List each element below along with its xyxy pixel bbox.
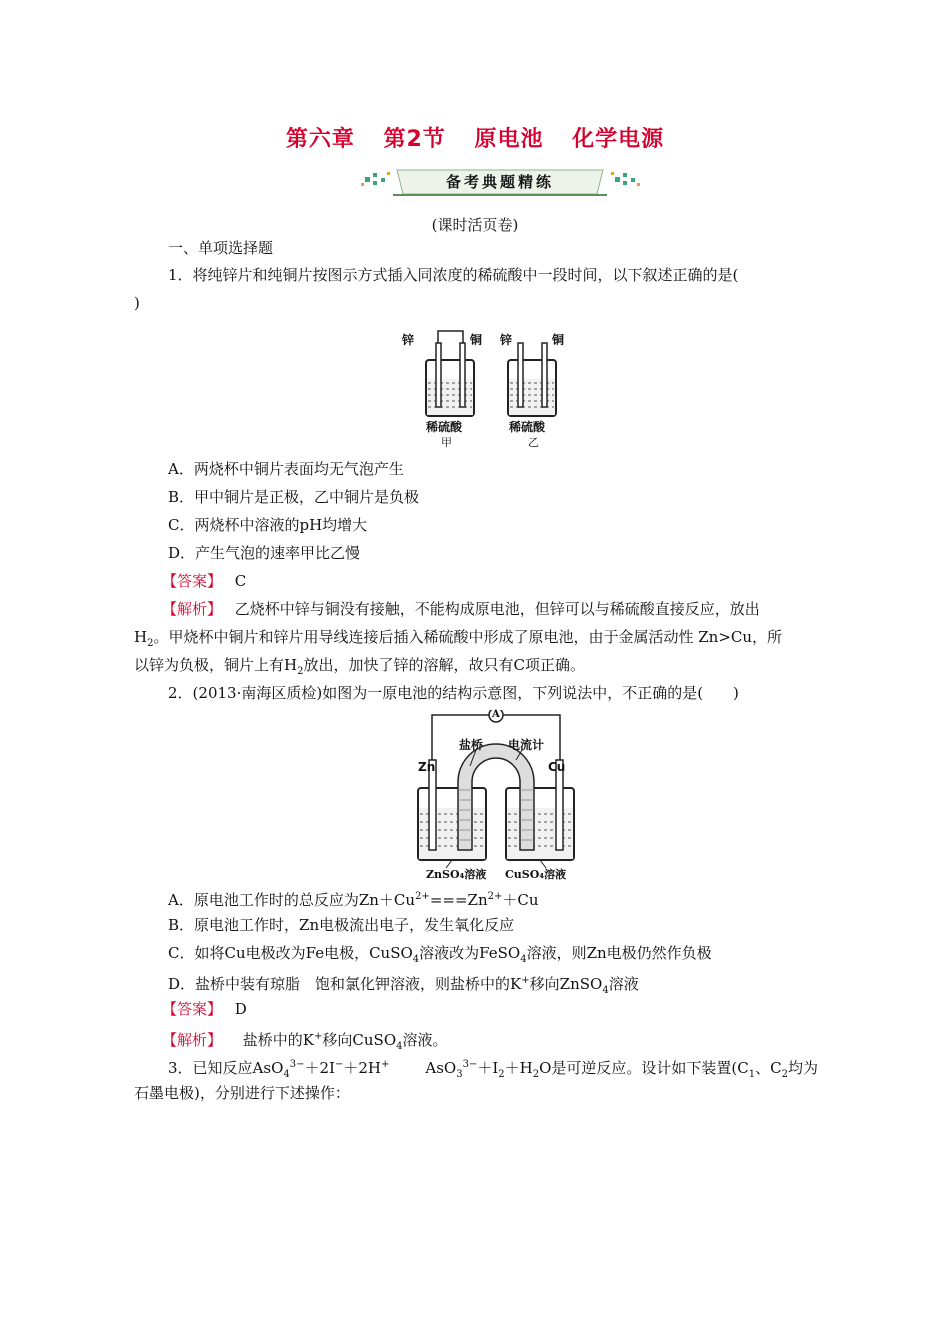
q1-option-c: C．两烧杯中溶液的pH均增大 xyxy=(168,516,368,534)
q1-analysis-line3: 以锌为负极，铜片上有$H_2$放出，加快了锌的溶解，故只有C项正确。 xyxy=(134,656,585,677)
q3-stem-line2: 石墨电极)，分别进行下述操作： xyxy=(134,1084,350,1102)
q1-option-d: D．产生气泡的速率甲比乙慢 xyxy=(168,544,361,562)
q1-fig-acid-right: 稀硫酸 xyxy=(509,420,546,434)
q2-answer-tag: 【答案】 xyxy=(162,1000,223,1018)
page-title xyxy=(0,122,950,153)
q1-analysis-tag: 【解析】 xyxy=(162,600,223,618)
q1-answer-value: C xyxy=(234,572,247,590)
q1-analysis-line2: $H_2$。甲烧杯中铜片和锌片用导线连接后插入稀硫酸中形成了原电池，由于金属活动性 Zn>Cu，所 xyxy=(134,628,783,649)
topic-1: 原电池 xyxy=(474,127,544,152)
q2-fig-cu: Cu xyxy=(548,760,566,774)
q3-stem-line1: 3．已知反应AsO$_4^{3-}$＋2I−＋2H+ $AsO_3^{3-}+I_2+H_2O$是可逆反应。设计如下装置($C_1$、$C_2$均为 xyxy=(168,1059,819,1080)
q2-fig-right-solution: CuSO₄溶液 xyxy=(505,868,567,881)
q1-answer-tag: 【答案】 xyxy=(162,572,223,590)
q1-fig-cu-left: 铜 xyxy=(470,333,483,347)
q1-fig-cu-right: 铜 xyxy=(552,333,565,347)
q2-fig-salt-bridge: 盐桥 xyxy=(459,738,484,752)
q2-fig-zn: Zn xyxy=(418,760,436,774)
q2-option-a: A．原电池工作时的总反应为$Zn+Cu^{2+}===Zn^{2+}+Cu$ xyxy=(168,891,539,909)
q2-analysis: 【解析】 盐桥中的K+移向CuSO$_4$溶液。 xyxy=(162,1031,448,1052)
q1-answer xyxy=(162,570,852,592)
chapter-label: 第六章 xyxy=(285,127,355,152)
q2-stem: 2．(2013·南海区质检)如图为一原电池的结构示意图，下列说法中，不正确的是( ) xyxy=(168,684,739,702)
q2-fig-left-solution: ZnSO₄溶液 xyxy=(426,868,487,881)
q2-fig-meter: 电流计 xyxy=(508,738,545,752)
q1-fig-jia: 甲 xyxy=(441,436,452,449)
q2-option-d: D．盐桥中装有琼脂 饱和氯化钾溶液，则盐桥中的K+移向ZnSO$_4$溶液 xyxy=(168,975,639,996)
part-heading: 一、单项选择题 xyxy=(168,239,274,257)
topic-2: 化学电源 xyxy=(572,127,665,152)
q1-fig-acid-left: 稀硫酸 xyxy=(426,420,463,434)
q1-option-a: A．两烧杯中铜片表面均无气泡产生 xyxy=(168,460,404,478)
banner-label: 备考典题精练 xyxy=(445,173,554,191)
q1-stem-end: ) xyxy=(134,294,140,312)
subtitle: (课时活页卷) xyxy=(431,216,519,234)
q2-option-b: B．原电池工作时，Zn电极流出电子，发生氧化反应 xyxy=(168,916,515,934)
q2-answer xyxy=(162,998,852,1020)
q1-analysis-line1: 【解析】 乙烧杯中锌与铜没有接触，不能构成原电池，但锌可以与稀硫酸直接反应，放出 xyxy=(162,600,760,618)
q2-option-c: C．如将Cu电极改为Fe电极，CuSO$_4$溶液改为FeSO$_4$溶液，则Zn电极仍然作负极 xyxy=(168,944,712,965)
q2-fig-ammeter-label: A xyxy=(492,709,500,720)
q2-answer-value: D xyxy=(234,1000,247,1018)
q1-option-b: B．甲中铜片是正极，乙中铜片是负极 xyxy=(168,488,420,506)
q1-fig-zn-right: 锌 xyxy=(500,333,513,347)
q1-fig-yi: 乙 xyxy=(528,436,539,449)
q2-analysis-tag: 【解析】 xyxy=(162,1031,223,1049)
section-label: 第2节 xyxy=(383,127,446,152)
q1-stem: 1．将纯锌片和纯铜片按图示方式插入同浓度的稀硫酸中一段时间，以下叙述正确的是( xyxy=(168,266,739,284)
q1-fig-zn-left: 锌 xyxy=(402,333,415,347)
exercise-banner xyxy=(357,167,643,197)
